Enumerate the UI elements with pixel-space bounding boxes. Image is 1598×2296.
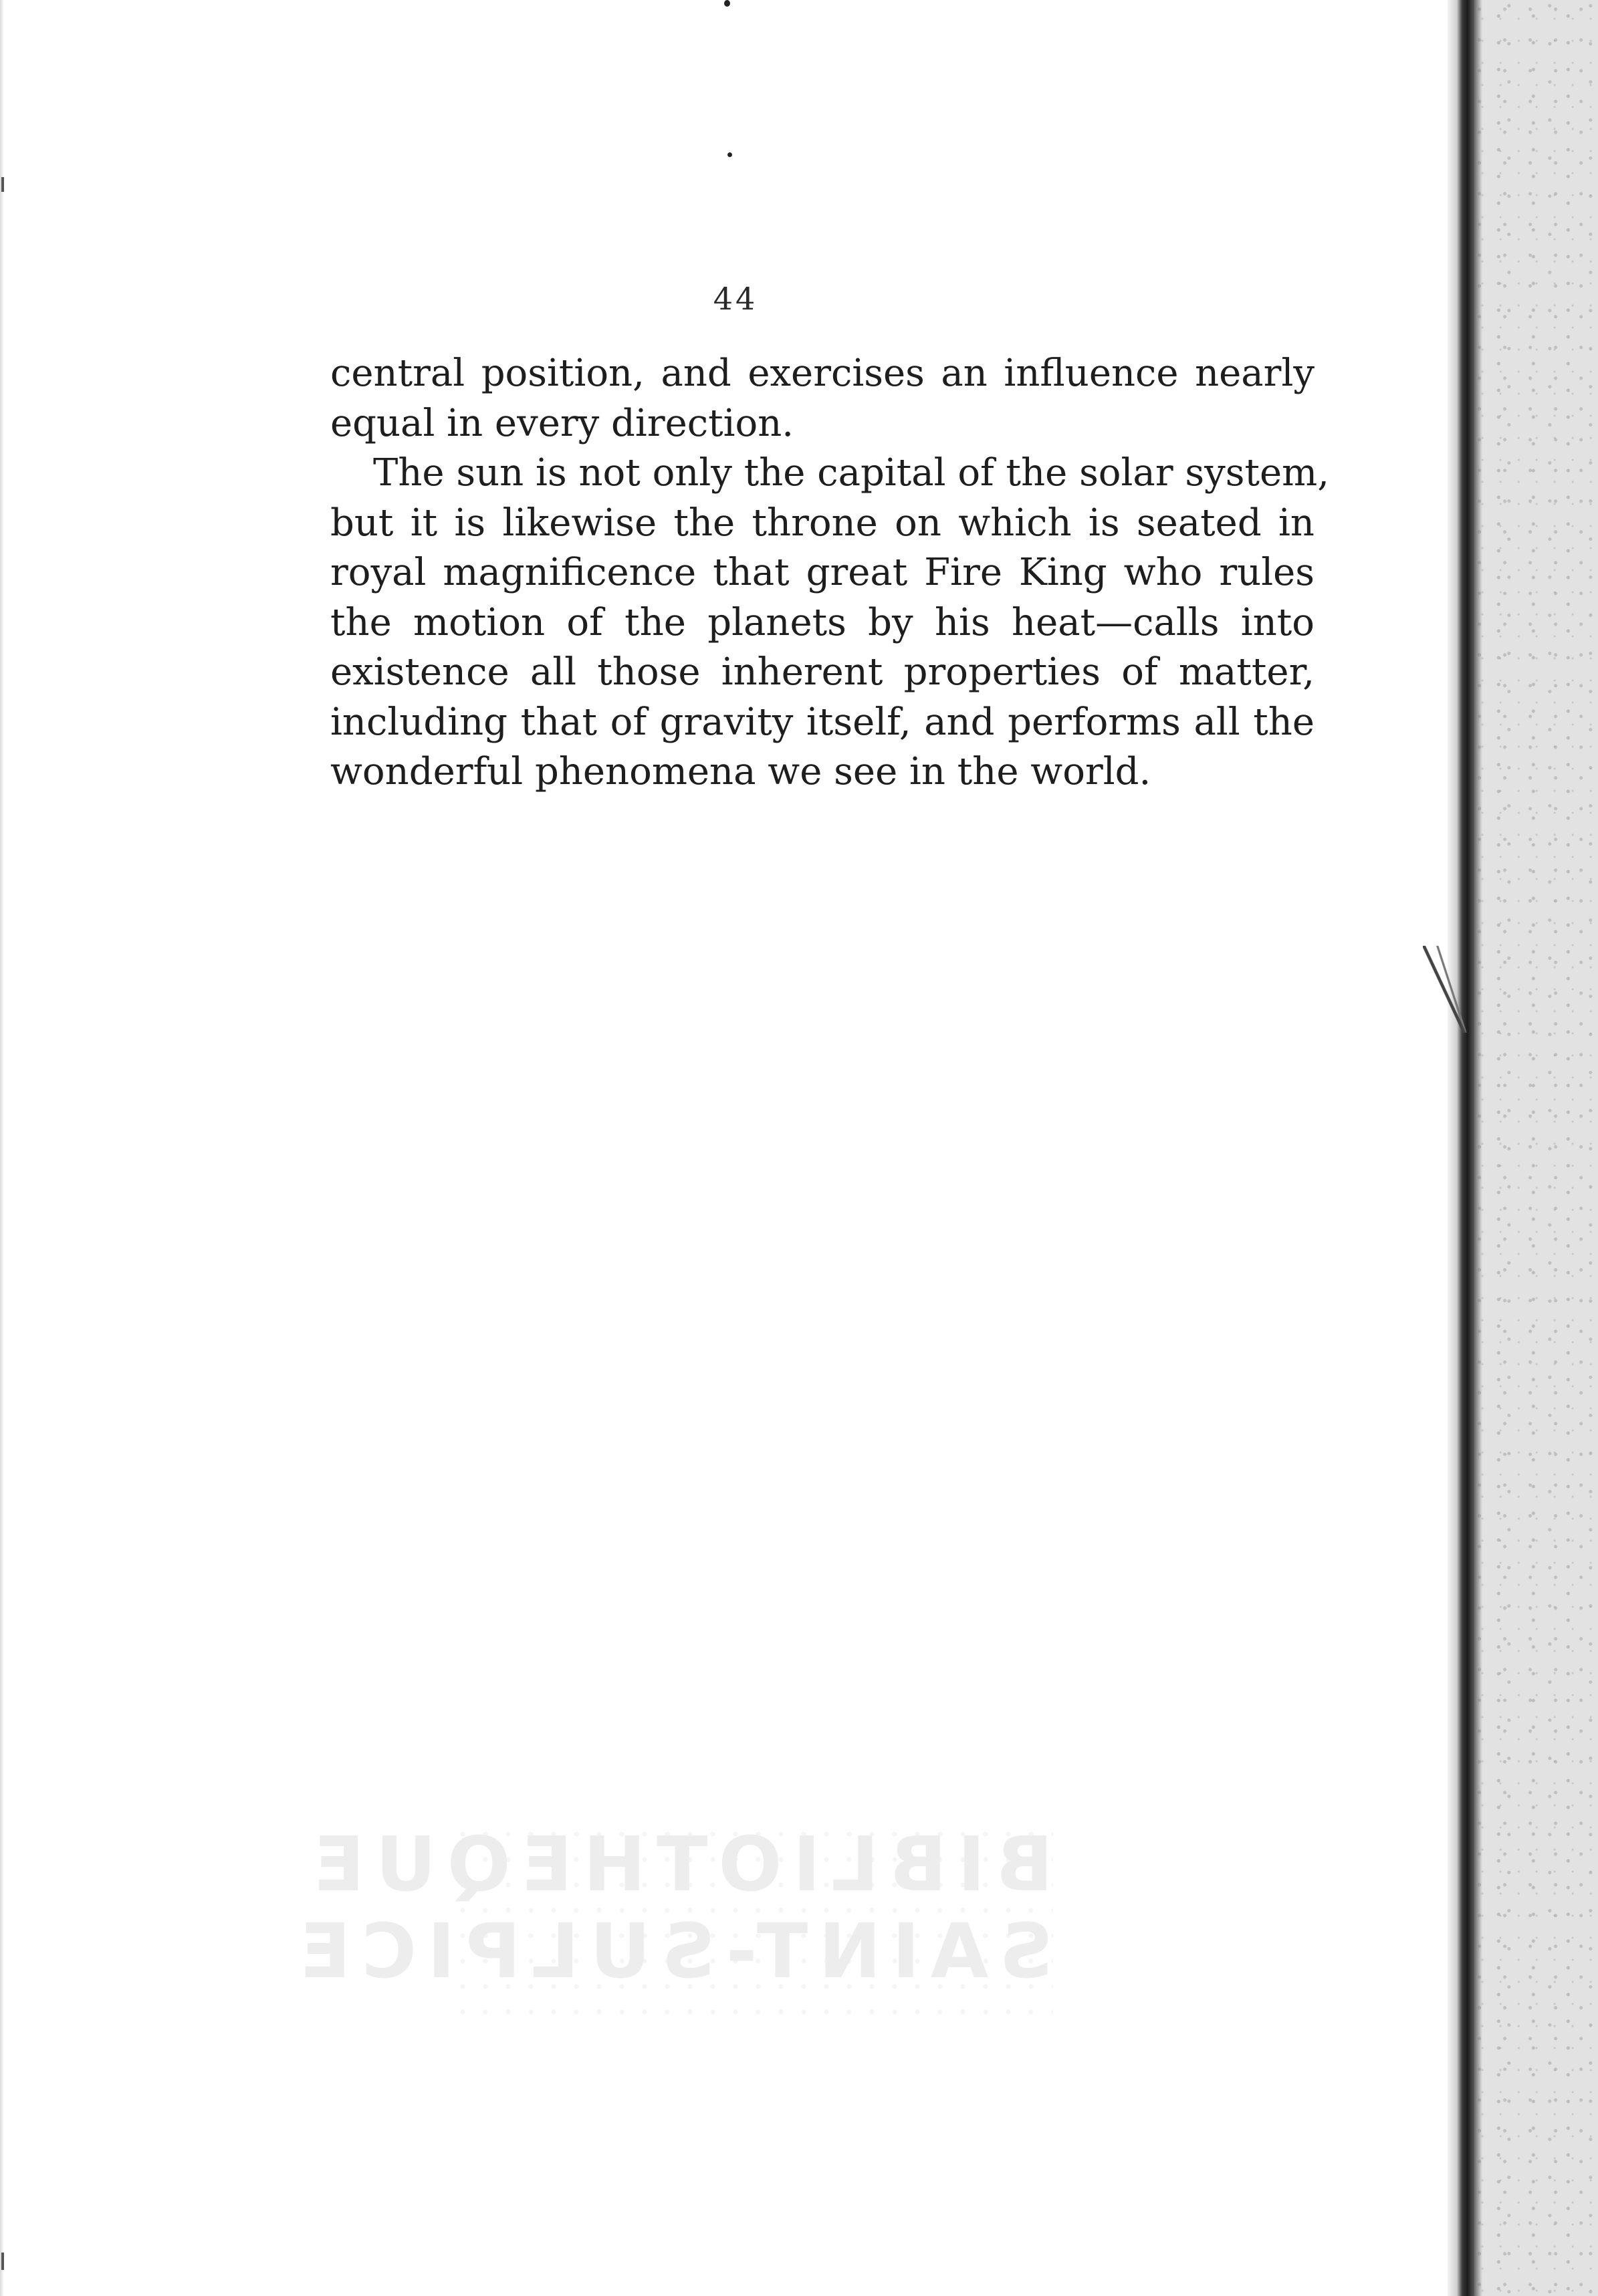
marbled-cover-board	[1474, 0, 1598, 2296]
library-stamp-bleedthrough	[289, 1821, 1053, 2029]
text-line: central position, and exercises an influence nearly	[330, 352, 1315, 395]
text-line: The sun is not only the capital of the solar system,	[373, 451, 1330, 495]
page-binding-edge	[1448, 0, 1474, 2296]
text-line: royal magnificence that great Fire King who rules	[330, 551, 1315, 594]
text-line: equal in every direction.	[330, 401, 794, 445]
stamp-line: BIBLIOTHEQUE	[303, 1821, 1053, 1908]
text-line: but it is likewise the throne on which is seated in	[330, 501, 1315, 545]
text-line: including that of gravity itself, and performs all the	[330, 700, 1315, 744]
text-line: wonderful phenomena we see in the world.	[330, 750, 1151, 793]
page-crease	[1423, 946, 1470, 1033]
margin-mark	[1, 177, 4, 192]
page-number: 44	[713, 281, 758, 317]
cover-inner-shadow	[1474, 0, 1482, 2296]
body-text	[330, 349, 1330, 797]
text-line: the motion of the planets by his heat—calls into	[330, 600, 1315, 644]
ink-speck	[724, 0, 730, 7]
text-line: existence all those inherent properties of matter,	[330, 650, 1315, 694]
stamp-line: SAINT-SULPICE	[289, 1908, 1053, 1995]
ink-speck	[727, 152, 732, 157]
margin-mark	[1, 2253, 4, 2270]
page-left-shadow	[0, 0, 4, 2296]
